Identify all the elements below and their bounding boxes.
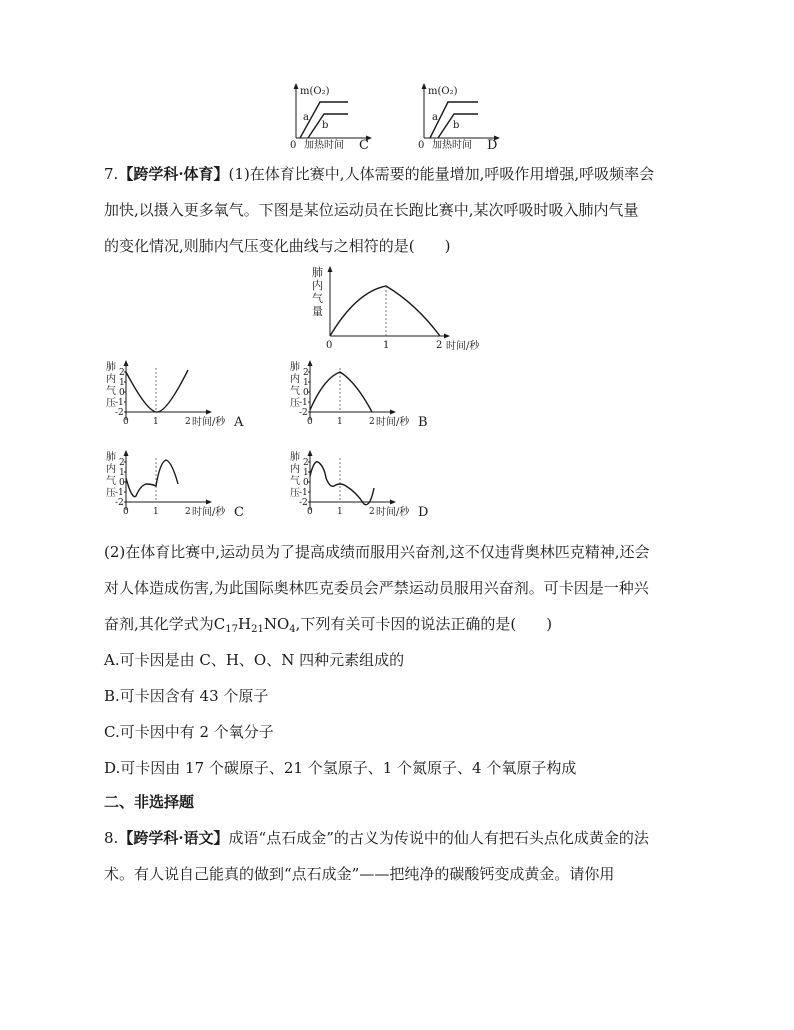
pressure-graph-a: [102, 358, 252, 434]
q8-line1: [104, 828, 649, 848]
xlabel: 时间/秒: [192, 417, 226, 428]
option-b: B.可卡因含有 43 个原子: [104, 687, 269, 705]
q7-part1-line3: 的变化情况,则肺内气压变化曲线与之相符的是( ): [104, 237, 451, 255]
xlabel: 加热时间: [304, 140, 344, 151]
ytick: 2: [119, 458, 125, 468]
xtick: 0: [307, 507, 313, 517]
xlabel: 时间/秒: [446, 341, 480, 352]
option-letter: A: [234, 415, 244, 430]
pressure-graph-b: [286, 358, 436, 434]
ylabel-char: 量: [312, 305, 323, 318]
ytick: 2: [119, 368, 125, 378]
label-a: a: [303, 112, 309, 123]
pressure-graph-c: [102, 448, 252, 524]
xtick: 1: [153, 417, 159, 427]
xlabel: 时间/秒: [376, 507, 410, 518]
xlabel: 加热时间: [432, 140, 472, 151]
ylabel-char: 内: [106, 374, 116, 385]
chemical-formula: $C_{17}H_{21}NO_4$: [213, 615, 296, 635]
option-letter: D: [418, 505, 429, 520]
ylabel-char: 气: [290, 476, 300, 487]
xtick: 0: [123, 507, 129, 517]
pressure-curve: [310, 372, 372, 412]
pressure-graph-d: [286, 448, 436, 524]
ytick: -2: [299, 408, 308, 418]
tick-1: 1: [383, 340, 390, 351]
ylabel-char: 内: [290, 464, 300, 475]
pressure-curve: [310, 462, 374, 505]
origin: 0: [418, 140, 425, 151]
ytick: -1: [115, 398, 124, 408]
ylabel-char: 内: [290, 374, 300, 385]
ylabel-char: 肺: [312, 266, 323, 279]
q7-tag: 【跨学科·体育】: [118, 165, 229, 183]
option-letter: D: [487, 138, 498, 152]
option-letter: B: [418, 415, 428, 430]
ytick: -1: [299, 398, 308, 408]
ytick: -2: [299, 498, 308, 508]
ylabel-char: 肺: [106, 452, 116, 463]
lung-air-volume-graph: [306, 264, 496, 356]
ylabel-char: 气: [312, 292, 323, 305]
ytick: 2: [303, 458, 309, 468]
ylabel-char: 内: [312, 279, 323, 292]
label-b: b: [322, 120, 329, 131]
ytick: 1: [303, 468, 309, 478]
tick-0: 0: [326, 340, 333, 351]
xtick: 1: [153, 507, 159, 517]
xlabel: 时间/秒: [192, 507, 226, 518]
ylabel-char: 肺: [106, 362, 116, 373]
option-d: D.可卡因由 17 个碳原子、21 个氢原子、1 个氮原子、4 个氧原子构成: [104, 759, 577, 777]
xtick: 1: [337, 417, 343, 427]
xtick: 1: [337, 507, 343, 517]
option-c: C.可卡因中有 2 个氧分子: [104, 723, 274, 741]
ytick: 0: [119, 388, 125, 398]
origin: 0: [290, 140, 297, 151]
ytick: 0: [119, 478, 125, 488]
ylabel-m-o2: m(O₂): [428, 86, 458, 97]
ylabel-char: 压: [106, 398, 116, 409]
ytick: 0: [303, 388, 309, 398]
xtick: 2: [185, 507, 191, 517]
xtick: 2: [369, 417, 375, 427]
tick-2: 2: [436, 340, 443, 351]
q7-part1-line1: (1)在体育比赛中,人体需要的能量增加,呼吸作用增强,呼吸频率会: [228, 165, 655, 183]
graph-option-c-top: [286, 80, 406, 152]
q8-text: 成语“点石成金”的古义为传说中的仙人有把石头点化成黄金的法: [228, 829, 649, 847]
ytick: 1: [303, 378, 309, 388]
ytick: -1: [299, 488, 308, 498]
q7-part1-line2: 加快,以摄入更多氧气。下图是某位运动员在长跑比赛中,某次呼吸时吸入肺内气量: [104, 201, 639, 219]
xtick: 2: [369, 507, 375, 517]
q7-number: 7.: [104, 165, 119, 183]
q7-part2-line2: 对人体造成伤害,为此国际奥林匹克委员会严禁运动员服用兴奋剂。可卡因是一种兴: [104, 579, 649, 597]
xtick: 0: [307, 417, 313, 427]
ylabel-char: 内: [106, 464, 116, 475]
option-letter: C: [359, 138, 369, 152]
ylabel-m-o2: m(O₂): [300, 86, 330, 97]
xtick: 0: [123, 417, 129, 427]
text-fragment: 奋剂,其化学式为: [104, 615, 214, 633]
q8-number: 8.: [104, 829, 119, 847]
ytick: 1: [119, 468, 125, 478]
ytick: 1: [119, 378, 125, 388]
label-a: a: [432, 112, 438, 123]
ylabel-char: 肺: [290, 362, 300, 373]
text-fragment: ,下列有关可卡因的说法正确的是( ): [295, 615, 553, 633]
graph-option-d-top: [414, 80, 534, 152]
ytick: 0: [303, 478, 309, 488]
q7-line1: [104, 164, 654, 184]
pressure-curve: [126, 460, 178, 497]
option-a: A.可卡因是由 C、H、O、N 四种元素组成的: [104, 651, 405, 669]
label-b: b: [453, 120, 460, 131]
q8-line2: 术。有人说自己能真的做到“点石成金”——把纯净的碳酸钙变成黄金。请你用: [104, 865, 615, 883]
ytick: -1: [115, 488, 124, 498]
xlabel: 时间/秒: [376, 417, 410, 428]
q8-tag: 【跨学科·语文】: [118, 829, 229, 847]
q7-part2-line1: (2)在体育比赛中,运动员为了提高成绩而服用兴奋剂,这不仅违背奥林匹克精神,还会: [104, 543, 650, 561]
ylabel-char: 气: [290, 386, 300, 397]
ylabel-char: 气: [106, 476, 116, 487]
ytick: -2: [115, 498, 124, 508]
ylabel-char: 肺: [290, 452, 300, 463]
section-title: 二、非选择题: [104, 793, 195, 811]
pressure-curve: [126, 370, 188, 412]
ylabel-char: 压: [106, 488, 116, 499]
ytick: 2: [303, 368, 309, 378]
ylabel-char: 气: [106, 386, 116, 397]
option-letter: C: [234, 505, 244, 520]
xtick: 2: [185, 417, 191, 427]
ylabel-char: 压: [290, 488, 300, 499]
ylabel-char: 压: [290, 398, 300, 409]
ytick: -2: [115, 408, 124, 418]
q7-part2-line3: [104, 614, 552, 634]
